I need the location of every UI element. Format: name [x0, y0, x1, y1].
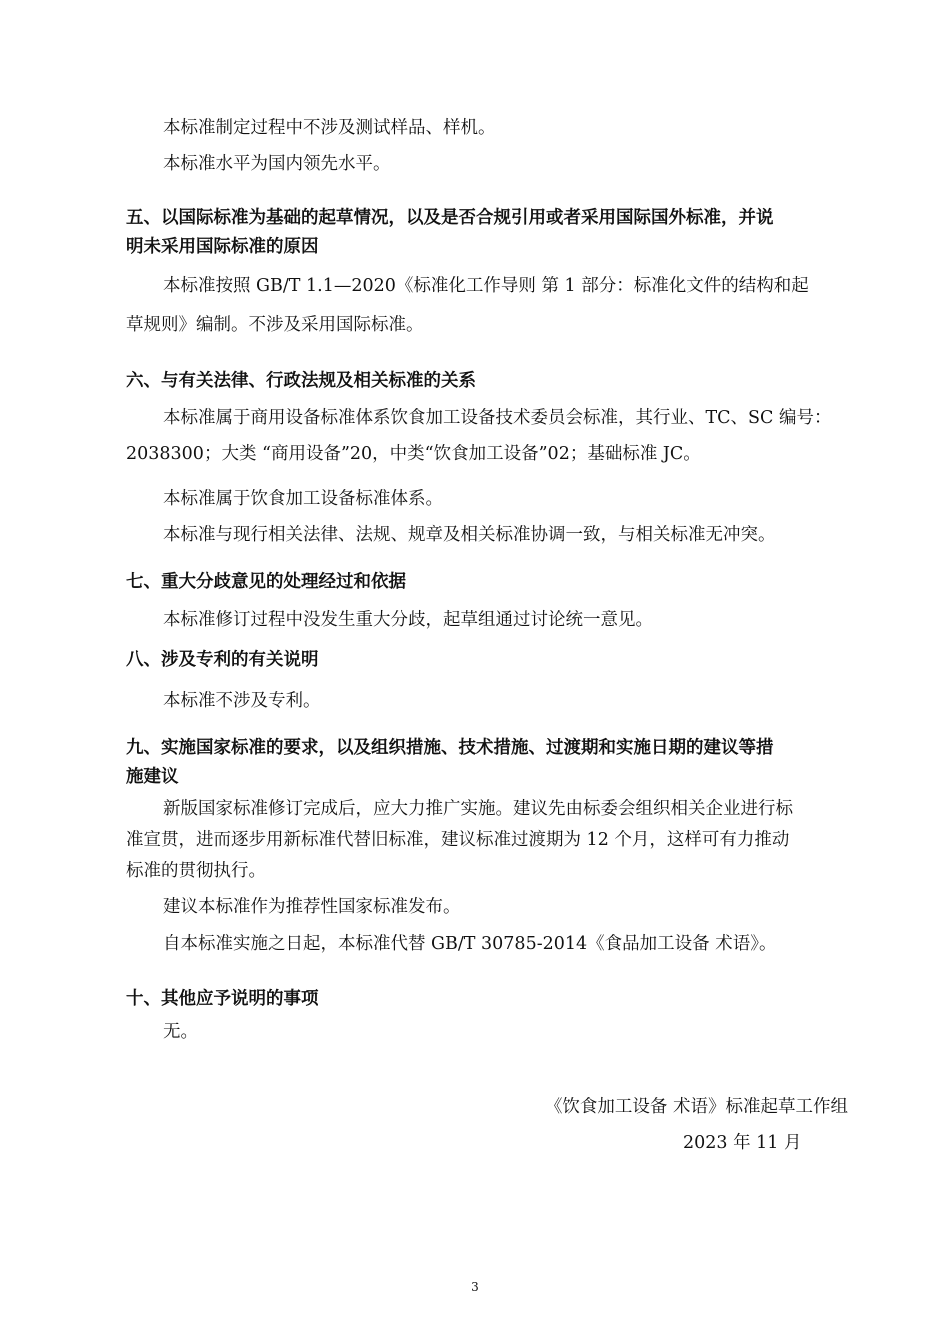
- paragraph-standard-level: 本标准水平为国内领先水平。: [163, 154, 391, 174]
- section-6-body2: 本标准属于饮食加工设备标准体系。: [163, 489, 443, 509]
- section-9-body1-line1: 新版国家标准修订完成后，应大力推广实施。建议先由标委会组织相关企业进行标: [163, 799, 793, 819]
- section-9-body2: 建议本标准作为推荐性国家标准发布。: [163, 897, 461, 917]
- section-7-body: 本标准修订过程中没发生重大分歧，起草组通过讨论统一意见。: [163, 610, 653, 630]
- section-8-body: 本标准不涉及专利。: [163, 691, 321, 711]
- section-6-body3: 本标准与现行相关法律、法规、规章及相关标准协调一致，与相关标准无冲突。: [163, 525, 776, 545]
- section-9-body1-line2: 准宣贯，进而逐步用新标准代替旧标准，建议标准过渡期为 12 个月，这样可有力推动: [126, 830, 790, 850]
- signature-org: 《饮食加工设备 术语》标准起草工作组: [544, 1097, 848, 1117]
- section-8-heading: 八、涉及专利的有关说明: [126, 650, 319, 670]
- section-9-heading-line2: 施建议: [126, 767, 179, 787]
- section-10-body: 无。: [163, 1022, 198, 1042]
- paragraph-test-samples: 本标准制定过程中不涉及测试样品、样机。: [163, 118, 496, 138]
- section-5-body-line2: 草规则》编制。不涉及采用国际标准。: [126, 315, 424, 335]
- section-9-body3: 自本标准实施之日起，本标准代替 GB/T 30785-2014《食品加工设备 术语》。: [163, 934, 777, 954]
- section-6-body1-line1: 本标准属于商用设备标准体系饮食加工设备技术委员会标准，其行业、TC、SC 编号：: [163, 408, 832, 428]
- section-9-body1-line3: 标准的贯彻执行。: [126, 861, 266, 881]
- section-5-body-line1: 本标准按照 GB/T 1.1—2020《标准化工作导则 第 1 部分：标准化文件的结构和起: [163, 276, 809, 296]
- section-6-heading: 六、与有关法律、行政法规及相关标准的关系: [126, 371, 476, 391]
- section-10-heading: 十、其他应予说明的事项: [126, 989, 319, 1009]
- section-9-heading-line1: 九、实施国家标准的要求，以及组织措施、技术措施、过渡期和实施日期的建议等措: [126, 738, 774, 758]
- page-number: 3: [471, 1280, 479, 1294]
- section-5-heading-line2: 明未采用国际标准的原因: [126, 237, 319, 257]
- signature-date: 2023 年 11 月: [683, 1133, 802, 1153]
- section-6-body1-line2: 2038300；大类 “商用设备”20，中类“饮食加工设备”02；基础标准 JC。: [126, 444, 701, 464]
- section-7-heading: 七、重大分歧意见的处理经过和依据: [126, 572, 406, 592]
- section-5-heading-line1: 五、以国际标准为基础的起草情况，以及是否合规引用或者采用国际国外标准，并说: [126, 208, 774, 228]
